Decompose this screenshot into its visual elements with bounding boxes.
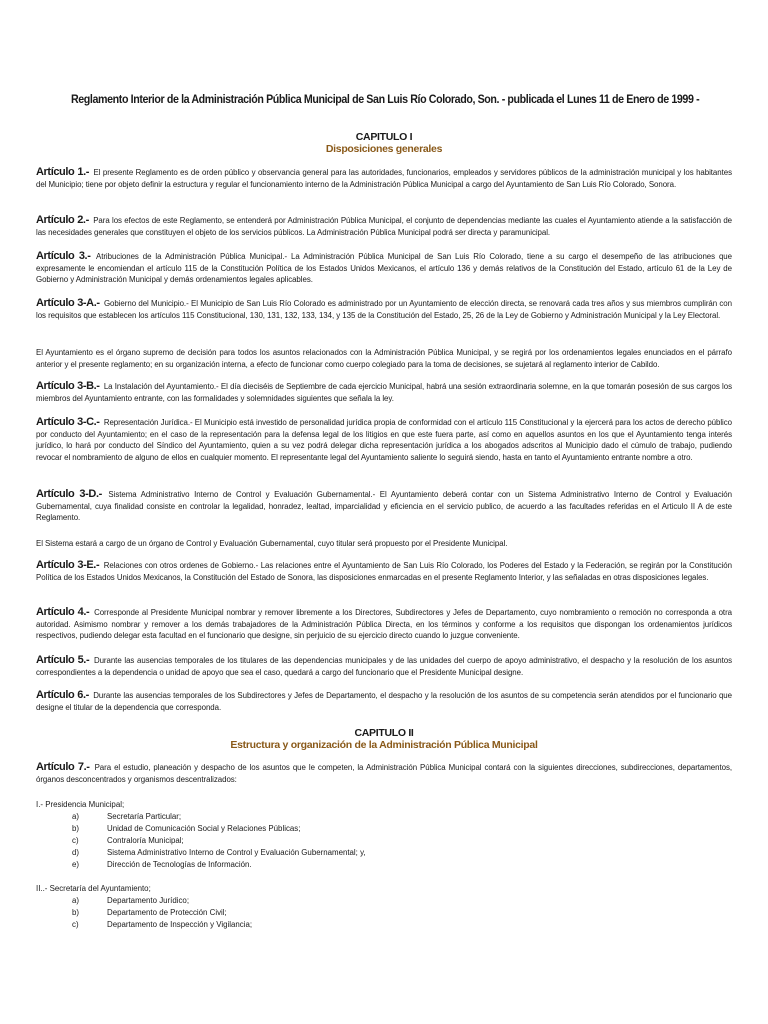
chapter-number: CAPITULO I — [355, 131, 413, 143]
chapter-name: Estructura y organización de la Administración Pública Municipal — [230, 739, 538, 751]
article-label: Artículo 3-C.- — [36, 416, 100, 428]
list-heading: II..- Secretaría del Ayuntamiento; — [36, 884, 151, 893]
list-presidencia — [36, 799, 732, 871]
list-item-letter: b) — [72, 824, 80, 833]
article-text: Relaciones con otros ordenes de Gobierno.- Las relaciones entre el Ayuntamiento de San Luis Río Colorado, los Poderes del Estado y la Federación, se regirán por la Constitución Política de los Estados Unidos Mexicanos, la Constitución del Estado de Sonora, las disposiciones enmarcadas en el presente Reglamento Interior, y las señaladas en otras disposiciones legales. — [36, 561, 732, 582]
article-3a — [36, 298, 732, 321]
article-3b — [36, 381, 732, 404]
article-4 — [36, 607, 732, 642]
list-item-text: Contraloría Municipal; — [107, 836, 184, 845]
list-item — [36, 907, 732, 919]
chapter-name: Disposiciones generales — [325, 143, 443, 155]
article-label: Artículo 3-B.- — [36, 380, 100, 392]
article-label: Artículo 6.- — [36, 689, 89, 701]
article-3a-paragraph: El Ayuntamiento es el órgano supremo de decisión para todos los asuntos relacionados con la Administración Pública Municipal, y se regirá por los ordenamientos legales enunciados en el párrafo anterior y el presente reglamento; en su organización interna, a efecto de funcionar como cuerpo colegiado para la toma de decisiones, se sujetará al reglamento interior de Cabildo. — [36, 348, 732, 369]
list-item-letter: d) — [72, 848, 80, 857]
list-secretaria — [36, 883, 732, 931]
list-item-text: Departamento Jurídico; — [107, 896, 190, 905]
list-item-text: Secretaría Particular; — [107, 812, 182, 821]
article-1 — [36, 167, 732, 190]
document-title: Reglamento Interior de la Administración Pública Municipal de San Luis Río Colorado, Son. - publicada el Lunes 11 de Enero de 1999 - — [70, 92, 700, 106]
list-item — [36, 811, 732, 823]
list-heading: I.- Presidencia Municipal; — [36, 800, 125, 809]
list-item-text: Unidad de Comunicación Social y Relaciones Públicas; — [107, 824, 301, 833]
article-3c — [36, 417, 732, 463]
article-label: Artículo 7.- — [36, 761, 90, 773]
list-item — [36, 835, 732, 847]
article-text: Para el estudio, planeación y despacho de los asuntos que le competen, la Administración Pública Municipal contará con la siguientes direcciones, subdirecciones, departamentos, órganos desconcentrados y organismos descentralizados: — [36, 763, 732, 784]
article-text: Sistema Administrativo Interno de Control y Evaluación Gubernamental.- El Ayuntamiento deberá contar con un Sistema Administrativo Interno de Control y Evaluación Gubernamental, cuya finalidad consiste en controlar la legalidad, honradez, lealtad, imparcialidad y eficiencia en el servicio publico, de acuerdo a las facultades referidas en el Articulo II A de este Reglamento. — [36, 490, 732, 523]
chapter-number: CAPITULO II — [354, 727, 414, 739]
article-label: Artículo 3-E.- — [36, 559, 100, 571]
list-item-text: Sistema Administrativo Interno de Control y Evaluación Gubernamental; y, — [107, 848, 366, 857]
list-item-text: Departamento de Inspección y Vigilancia; — [107, 920, 253, 929]
article-7 — [36, 762, 732, 785]
article-label: Artículo 3.- — [36, 250, 91, 262]
article-label: Artículo 5.- — [36, 654, 90, 666]
article-label: Artículo 2.- — [36, 214, 89, 226]
article-3 — [36, 251, 732, 286]
article-text: Durante las ausencias temporales de los Subdirectores y Jefes de Departamento, el despacho y la resolución de los asuntos de su competencia serán atendidos por el funcionario que designe el titular de la dependencia que corresponda. — [36, 691, 732, 712]
list-item — [36, 823, 732, 835]
article-3d-paragraph: El Sistema estará a cargo de un órgano de Control y Evaluación Gubernamental, cuyo titular será propuesto por el Presidente Municipal. — [36, 539, 508, 548]
chapter-heading — [0, 131, 768, 155]
list-item-text: Departamento de Protección Civil; — [107, 908, 227, 917]
list-item — [36, 847, 732, 859]
list-item-letter: c) — [72, 836, 79, 845]
article-6 — [36, 690, 732, 713]
list-item — [36, 919, 732, 931]
article-text: El presente Reglamento es de orden público y observancia general para las autoridades, funcionarios, empleados y servidores públicos de la administración municipal y los habitantes del Municipio; tiene por objeto definir la estructura y regular el funcionamiento interno de la Administración Pública Municipal a cargo del Ayuntamiento de San Luis Río Colorado, Sonora. — [36, 168, 732, 189]
list-item-text: Dirección de Tecnologías de Información. — [107, 860, 252, 869]
article-3e — [36, 560, 732, 583]
list-item-letter: a) — [72, 812, 80, 821]
article-label: Artículo 3-A.- — [36, 297, 100, 309]
article-3d — [36, 489, 732, 524]
article-2 — [36, 215, 732, 238]
chapter-heading — [0, 727, 768, 751]
list-item — [36, 895, 732, 907]
article-text: Para los efectos de este Reglamento, se entenderá por Administración Pública Municipal, el conjunto de dependencias mediante las cuales el Ayuntamiento atiende a la satisfacción de las necesidades generales que constituyen el objeto de los servicios públicos. La Administración Pública Municipal podrá ser directa y paramunicipal. — [36, 216, 732, 237]
article-label: Artículo 1.- — [36, 166, 89, 178]
article-text: La Instalación del Ayuntamiento.- El día dieciséis de Septiembre de cada ejercicio Municipal, habrá una sesión extraordinaria solemne, en la que tomarán posesión de sus cargos los miembros del Ayuntamiento entrante, con las formalidades y solemnidades siguientes que señala la ley. — [36, 382, 732, 403]
article-label: Artículo 3-D.- — [36, 488, 102, 500]
list-item-letter: c) — [72, 920, 79, 929]
list-item-letter: e) — [72, 860, 80, 869]
article-text: Representación Jurídica.- El Municipio está investido de personalidad jurídica propia de conformidad con el artículo 115 Constitucional y la ejercerá para los actos de derecho público por conducto del Ayuntamiento; en el caso de la representación para la defensa legal de los litigios en que este fuera parte, así como en aquellos asuntos en los que el Ayuntamiento tenga interés jurídico, lo hará por conducto del Síndico del Ayuntamiento, quien a su vez podrá delegar dicha representación jurídica a los abogados adscritos al Municipio dado el cúmulo de trabajo, pudiendo revocar el nombramiento de alguno de ellos en cualquier momento. El representante legal del Ayuntamiento saliente lo seguirá siendo, hasta en tanto el Ayuntamiento entrante nombre a otro. — [36, 418, 732, 462]
article-text: Durante las ausencias temporales de los titulares de las dependencias municipales y de las unidades del cuerpo de apoyo administrativo, el despacho y la resolución de los asuntos correspondientes a la dependencia o unidad de apoyo que sea el caso, quedará a cargo del funcionario que el Presidente Municipal designe. — [36, 656, 732, 677]
article-5 — [36, 655, 732, 678]
article-text: Gobierno del Municipio.- El Municipio de San Luis Río Colorado es administrado por un Ayuntamiento de elección directa, se renovará cada tres años y sus miembros cumplirán con los requisitos que establecen los artículos 115 Constitucional, 130, 131, 132, 133, 134, y 135 de la Constitución del Estado, 25, 26 de la Ley de Gobierno y Administración Municipal y la Ley Electoral. — [36, 299, 732, 320]
article-label: Artículo 4.- — [36, 606, 90, 618]
article-text: Atribuciones de la Administración Pública Municipal.- La Administración Pública Municipal de San Luis Río Colorado, tiene a su cargo el desempeño de las atribuciones que expresamente le encomiendan el artículo 115 de la Constitución Política de los Estados Unidos Mexicanos, el artículo 136 y demás relativos de la Constitución del Estado, artículo 61 de la Ley de Gobierno y Administración Municipal y demás ordenamientos legales aplicables. — [36, 252, 732, 285]
list-item-letter: b) — [72, 908, 80, 917]
article-text: Corresponde al Presidente Municipal nombrar y remover libremente a los Directores, Subdirectores y Jefes de Departamento, cuyo nombramiento o remoción no corresponda a otra autoridad. Asimismo nombrar y remover a los demás trabajadores de la Administración Pública Directa, en los términos y conforme a los requisitos que dispongan los ordenamientos jurídicos respectivos, pudiendo delegar esta facultad en el funcionario que designe, sin perjuicio de su ejercicio directo cuando lo juzgue conveniente. — [36, 608, 732, 641]
list-item — [36, 859, 732, 871]
list-item-letter: a) — [72, 896, 80, 905]
